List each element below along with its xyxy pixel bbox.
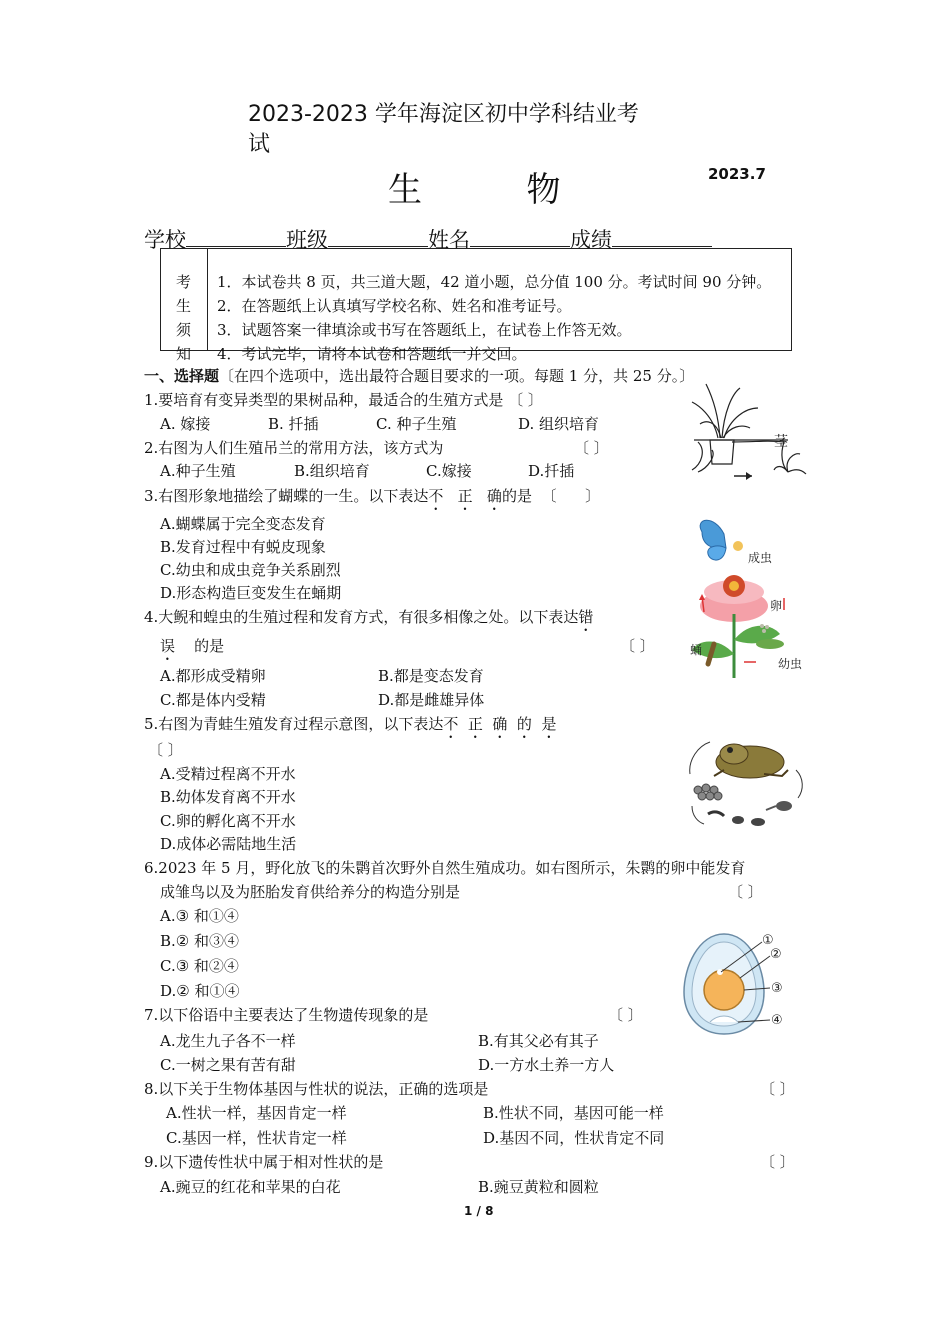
q2-option-c[interactable]: C.嫁接 <box>426 462 472 480</box>
q8-option-c[interactable]: C.基因一样，性状肯定一样 <box>166 1129 347 1147</box>
egg-marker-2: ② <box>770 947 782 962</box>
stem-label: 茎 <box>774 434 788 450</box>
notice-item: 2．在答题纸上认真填写学校名称、姓名和准考证号。 <box>217 297 572 315</box>
q1-option-a[interactable]: A. 嫁接 <box>160 415 211 433</box>
exam-title-line2: 试 <box>248 132 271 157</box>
field-name: 姓名 <box>428 228 470 252</box>
name-blank[interactable] <box>470 246 570 247</box>
q9-paren: 〔 〕 <box>760 1153 795 1171</box>
egg-label: 卵 <box>770 599 783 613</box>
q2-option-a[interactable]: A.种子生殖 <box>160 462 236 480</box>
emphasis-text: 不 正 确 <box>428 487 502 505</box>
q3-option-c[interactable]: C.幼虫和成虫竞争关系剧烈 <box>160 561 341 579</box>
q6-stem-line2: 成雏鸟以及为胚胎发育供给养分的构造分别是 <box>160 883 461 901</box>
notice-item: 4．考试完毕，请将本试卷和答题纸一并交回。 <box>217 345 527 363</box>
school-blank[interactable] <box>186 246 286 247</box>
q5-stem: 5.右图为青蛙生殖发育过程示意图，以下表达不 正 确 的 是 <box>144 715 557 733</box>
section-desc: 〔在四个选项中，选出最符合题目要求的一项。每题 1 分，共 25 分。〕 <box>219 367 695 385</box>
pupa-label: 蛹 <box>690 643 703 657</box>
field-class: 班级 <box>286 228 328 252</box>
q8-option-d[interactable]: D.基因不同，性状肯定不同 <box>483 1129 665 1147</box>
q2-paren: 〔 〕 <box>574 439 609 457</box>
frog-lifecycle-figure <box>684 730 812 834</box>
q4-option-c[interactable]: C.都是体内受精 <box>160 691 266 709</box>
q3-option-b[interactable]: B.发育过程中有蜕皮现象 <box>160 538 326 556</box>
q1-stem: 1.要培育有变异类型的果树品种，最适合的生殖方式是 〔 〕 <box>144 391 543 409</box>
q7-option-c[interactable]: C.一树之果有苦有甜 <box>160 1056 296 1074</box>
q7-option-d[interactable]: D.一方水土养一方人 <box>478 1056 615 1074</box>
q2-option-d[interactable]: D.扦插 <box>528 462 575 480</box>
q9-option-b[interactable]: B.豌豆黄粒和圆粒 <box>478 1178 599 1196</box>
egg-structure-figure <box>680 928 808 1038</box>
q1-option-b[interactable]: B. 扦插 <box>268 415 319 433</box>
q1-option-d[interactable]: D. 组织培育 <box>518 415 600 433</box>
q4-stem-line2: 误 的是 <box>160 637 225 655</box>
q6-paren: 〔 〕 <box>728 883 763 901</box>
q1-option-c[interactable]: C. 种子生殖 <box>376 415 457 433</box>
q3-stem: 3.右图形象地描绘了蝴蝶的一生。以下表达不 正 确的是 〔 〕 <box>144 487 601 505</box>
q7-option-b[interactable]: B.有其父必有其子 <box>478 1032 599 1050</box>
larva-label: 幼虫 <box>778 657 803 671</box>
q8-stem: 8.以下关于生物体基因与性状的说法，正确的选项是 <box>144 1080 489 1098</box>
q5-option-b[interactable]: B.幼体发育离不开水 <box>160 788 296 806</box>
butterfly-lifecycle-figure <box>684 514 812 680</box>
q6-option-a[interactable]: A.③ 和①④ <box>160 907 239 925</box>
notice-item: 3．试题答案一律填涂或书写在答题纸上，在试卷上作答无效。 <box>217 321 632 339</box>
exam-date: 2023.7 <box>708 165 766 183</box>
notice-item: 1．本试卷共 8 页，共三道大题，42 道小题，总分值 100 分。考试时间 90 分钟。 <box>217 273 772 291</box>
egg-marker-3: ③ <box>771 981 783 996</box>
q4-option-a[interactable]: A.都形成受精卵 <box>160 667 266 685</box>
q9-stem: 9.以下遗传性状中属于相对性状的是 <box>144 1153 384 1171</box>
q5-option-a[interactable]: A.受精过程离不开水 <box>160 765 296 783</box>
notice-label: 考 生 须 知 <box>161 249 208 350</box>
exam-title-line1: 2023-2023 学年海淀区初中学科结业考 <box>248 102 639 127</box>
section-heading <box>144 366 694 386</box>
q5-paren: 〔 〕 <box>148 741 183 759</box>
q9-option-a[interactable]: A.豌豆的红花和苹果的白花 <box>160 1178 341 1196</box>
q4-stem-line1: 4.大鲵和蝗虫的生殖过程和发育方式，有很多相像之处。以下表达错 <box>144 608 594 626</box>
q7-stem: 7.以下俗语中主要表达了生物遗传现象的是 <box>144 1006 429 1024</box>
q4-option-b[interactable]: B.都是变态发育 <box>378 667 484 685</box>
exam-notice-box <box>160 248 792 363</box>
field-score: 成绩 <box>570 228 612 252</box>
q5-option-c[interactable]: C.卵的孵化离不开水 <box>160 812 296 830</box>
egg-marker-1: ① <box>762 933 774 948</box>
q6-option-b[interactable]: B.② 和③④ <box>160 932 240 950</box>
q2-stem: 2.右图为人们生殖吊兰的常用方法，该方式为 <box>144 439 444 457</box>
q5-option-d[interactable]: D.成体必需陆地生活 <box>160 835 297 853</box>
q7-option-a[interactable]: A.龙生九子各不一样 <box>160 1032 296 1050</box>
section-title: 一、选择题 <box>144 367 220 385</box>
q3-option-a[interactable]: A.蝴蝶属于完全变态发育 <box>160 515 326 533</box>
page-number: 1 / 8 <box>464 1204 494 1218</box>
q6-stem-line1: 6.2023 年 5 月，野化放飞的朱鹮首次野外自然生殖成功。如右图所示，朱鹮的卵中能发育 <box>144 859 746 877</box>
subject-title: 生 物 <box>388 170 563 210</box>
q6-option-d[interactable]: D.② 和①④ <box>160 982 240 1000</box>
q8-option-a[interactable]: A.性状一样，基因肯定一样 <box>166 1104 347 1122</box>
q8-paren: 〔 〕 <box>760 1080 795 1098</box>
egg-marker-4: ④ <box>771 1013 783 1028</box>
field-school: 学校 <box>144 228 186 252</box>
q7-paren: 〔 〕 <box>608 1006 643 1024</box>
q4-option-d[interactable]: D.都是雌雄异体 <box>378 691 485 709</box>
q2-option-b[interactable]: B.组织培育 <box>294 462 370 480</box>
q6-option-c[interactable]: C.③ 和②④ <box>160 957 239 975</box>
q8-option-b[interactable]: B.性状不同，基因可能一样 <box>483 1104 664 1122</box>
class-blank[interactable] <box>328 246 428 247</box>
spider-plant-figure <box>688 380 808 488</box>
q3-option-d[interactable]: D.形态构造巨变发生在蛹期 <box>160 584 342 602</box>
score-blank[interactable] <box>612 246 712 247</box>
q4-paren: 〔 〕 <box>620 637 655 655</box>
adult-label: 成虫 <box>748 551 773 565</box>
